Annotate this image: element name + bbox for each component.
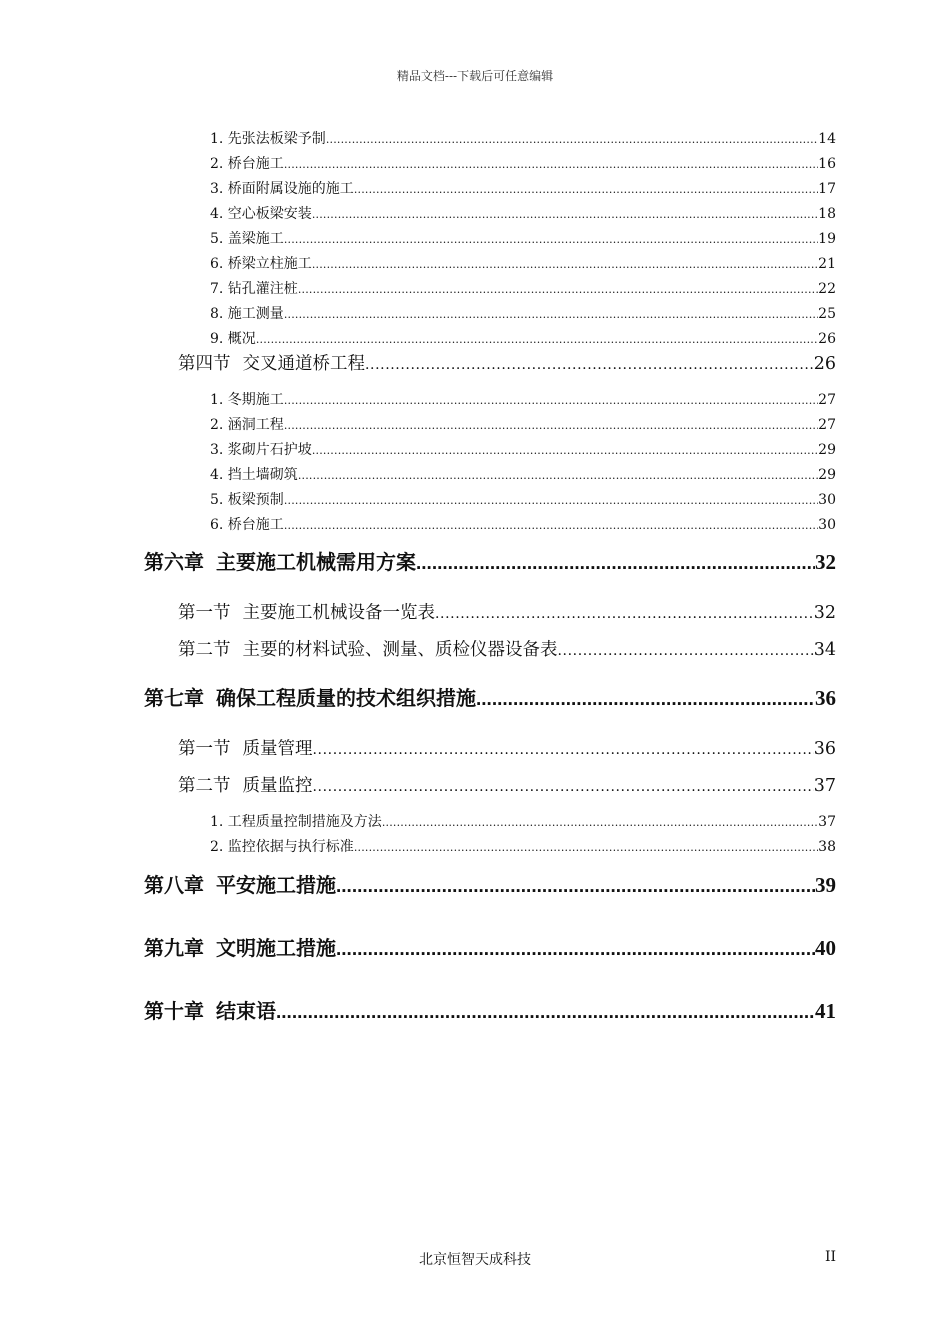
toc-section-entry[interactable]	[178, 350, 836, 376]
toc-item[interactable]	[210, 203, 836, 225]
toc-page-number: 21	[818, 256, 836, 272]
section-title: 主要的材料试验、测量、质检仪器设备表	[242, 640, 558, 660]
toc-page-number: 18	[818, 206, 836, 222]
toc-leader-dots	[416, 553, 815, 575]
toc-section-entry[interactable]	[178, 772, 836, 798]
section-number: 第一节	[178, 739, 231, 759]
toc-item-label: 1. 冬期施工	[210, 392, 284, 408]
toc-leader-dots	[284, 394, 818, 407]
toc-item[interactable]	[210, 489, 836, 511]
toc-page-number: 14	[818, 131, 836, 147]
toc-item[interactable]	[210, 153, 836, 175]
toc-leader-dots	[476, 689, 815, 711]
toc-leader-dots	[558, 643, 814, 659]
toc-page-number: 30	[818, 517, 836, 533]
section-title: 交叉通道桥工程	[242, 354, 365, 374]
toc-page-number: 34	[813, 640, 836, 660]
toc-item-label: 5. 盖梁施工	[210, 231, 284, 247]
chapter-number: 第八章	[144, 873, 204, 897]
section-title: 质量监控	[242, 776, 313, 796]
toc-leader-dots	[313, 779, 814, 795]
toc-leader-dots	[298, 283, 818, 296]
chapter-title: 确保工程质量的技术组织措施	[216, 686, 476, 710]
toc-leader-dots	[284, 519, 818, 532]
toc-page-number: 16	[818, 156, 836, 172]
toc-page-number: 32	[815, 550, 836, 574]
chapter-number: 第六章	[144, 550, 204, 574]
toc-page-number: 19	[818, 231, 836, 247]
toc-item[interactable]	[210, 514, 836, 536]
toc-section-entry[interactable]	[178, 636, 836, 662]
toc-item[interactable]	[210, 464, 836, 486]
toc-page-number: 17	[818, 181, 836, 197]
toc-item[interactable]	[210, 439, 836, 461]
toc-page-number: 26	[818, 331, 836, 347]
toc-leader-dots	[284, 419, 818, 432]
section-number: 第一节	[178, 603, 231, 623]
toc-leader-dots	[284, 233, 818, 246]
toc-page-number: 38	[818, 839, 836, 855]
page-header: 精品文档---下载后可任意编辑	[396, 69, 554, 83]
chapter-number: 第十章	[144, 999, 204, 1023]
chapter-title: 结束语	[216, 999, 276, 1023]
toc-item[interactable]	[210, 228, 836, 250]
toc-page-number: 30	[818, 492, 836, 508]
toc-page-number: 36	[813, 739, 836, 759]
toc-page-number: 27	[818, 392, 836, 408]
toc-item-label: 1. 工程质量控制措施及方法	[210, 814, 382, 830]
toc-leader-dots	[256, 333, 818, 346]
toc-chapter-entry[interactable]	[144, 932, 836, 962]
toc-page-number: 22	[818, 281, 836, 297]
toc-item[interactable]	[210, 303, 836, 325]
toc-item[interactable]	[210, 389, 836, 411]
toc-page-number: 27	[818, 417, 836, 433]
toc-page-number: 37	[813, 776, 836, 796]
chapter-number: 第九章	[144, 936, 204, 960]
toc-item-label: 7. 钻孔灌注桩	[210, 281, 298, 297]
toc-item[interactable]	[210, 128, 836, 150]
section-number: 第四节	[178, 354, 231, 374]
toc-leader-dots	[435, 606, 814, 622]
toc-item[interactable]	[210, 278, 836, 300]
toc-leader-dots	[354, 183, 818, 196]
toc-item-label: 9. 概况	[210, 331, 256, 347]
toc-page-number: 36	[815, 686, 836, 710]
toc-item-label: 2. 涵洞工程	[210, 417, 284, 433]
chapter-number: 第七章	[144, 686, 204, 710]
toc-leader-dots	[382, 816, 818, 829]
footer-page-number: II	[824, 1249, 836, 1265]
toc-leader-dots	[276, 1002, 815, 1024]
toc-section-entry[interactable]	[178, 735, 836, 761]
toc-page-number: 29	[818, 442, 836, 458]
toc-item-label: 2. 桥台施工	[210, 156, 284, 172]
toc-page-number: 29	[818, 467, 836, 483]
toc-item[interactable]	[210, 328, 836, 350]
toc-item-label: 2. 监控依据与执行标准	[210, 839, 354, 855]
section-number: 第二节	[178, 640, 231, 660]
toc-item-label: 3. 浆砌片石护坡	[210, 442, 312, 458]
section-title: 主要施工机械设备一览表	[242, 603, 435, 623]
toc-item[interactable]	[210, 836, 836, 858]
toc-leader-dots	[336, 876, 815, 898]
toc-leader-dots	[336, 939, 815, 961]
toc-item-label: 6. 桥台施工	[210, 517, 284, 533]
toc-item-label: 5. 板梁预制	[210, 492, 284, 508]
toc-page-number: 40	[815, 936, 836, 960]
toc-leader-dots	[312, 258, 818, 271]
toc-leader-dots	[354, 841, 818, 854]
toc-chapter-entry[interactable]	[144, 546, 836, 576]
chapter-title: 平安施工措施	[216, 873, 336, 897]
toc-page-number: 41	[815, 999, 836, 1023]
toc-leader-dots	[298, 469, 818, 482]
toc-leader-dots	[312, 444, 818, 457]
toc-chapter-entry[interactable]	[144, 682, 836, 712]
toc-chapter-entry[interactable]	[144, 995, 836, 1025]
toc-page-number: 37	[818, 814, 836, 830]
toc-section-entry[interactable]	[178, 599, 836, 625]
toc-item-label: 3. 桥面附属设施的施工	[210, 181, 354, 197]
toc-leader-dots	[284, 158, 818, 171]
section-number: 第二节	[178, 776, 231, 796]
toc-chapter-entry[interactable]	[144, 869, 836, 899]
chapter-title: 主要施工机械需用方案	[216, 550, 416, 574]
toc-item[interactable]	[210, 811, 836, 833]
toc-item-label: 6. 桥梁立柱施工	[210, 256, 312, 272]
section-title: 质量管理	[242, 739, 313, 759]
toc-item[interactable]	[210, 414, 836, 436]
toc-item[interactable]	[210, 178, 836, 200]
toc-item-label: 8. 施工测量	[210, 306, 284, 322]
toc-leader-dots	[312, 208, 818, 221]
toc-item[interactable]	[210, 253, 836, 275]
toc-leader-dots	[284, 494, 818, 507]
toc-item-label: 4. 空心板梁安装	[210, 206, 312, 222]
toc-page-number: 32	[813, 603, 836, 623]
toc-page-number: 25	[818, 306, 836, 322]
toc-leader-dots	[326, 133, 818, 146]
toc-item-label: 1. 先张法板梁予制	[210, 131, 326, 147]
toc-leader-dots	[313, 742, 814, 758]
toc-page-number: 39	[815, 873, 836, 897]
footer-company-name: 北京恒智天成科技	[419, 1252, 531, 1268]
toc-item-label: 4. 挡土墙砌筑	[210, 467, 298, 483]
toc-leader-dots	[284, 308, 818, 321]
chapter-title: 文明施工措施	[216, 936, 336, 960]
toc-leader-dots	[365, 357, 814, 373]
toc-page-number: 26	[813, 354, 836, 374]
